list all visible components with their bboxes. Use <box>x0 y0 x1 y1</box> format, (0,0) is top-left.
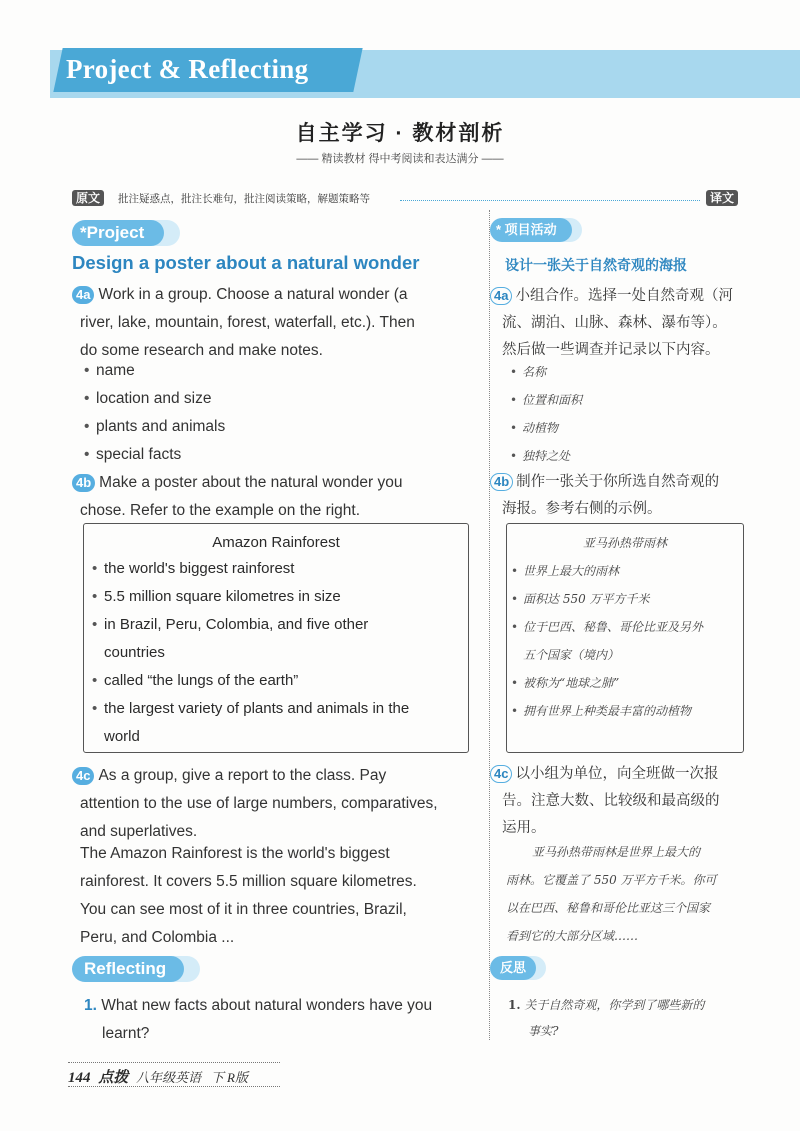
annotation-note: 批注疑惑点，批注长难句，批注阅读策略，解题策略等 <box>118 193 370 205</box>
project-pill: *Project <box>72 220 164 246</box>
task-4b: 4b Make a poster about the natural wonder you chose. Refer to the example on the right. <box>72 469 482 525</box>
footer-rule-top <box>68 1062 280 1063</box>
list-item: • 5.5 million square kilometres in size <box>88 583 468 611</box>
list-item-continued: 五个国家（境内） <box>523 648 620 662</box>
list-item: • 独特之处 <box>506 442 582 470</box>
banner-title: Project & Reflecting <box>66 54 309 84</box>
reflect-question-1: 1. What new facts about natural wonders have you learnt? <box>84 997 433 1042</box>
page-number: 144 <box>68 1070 91 1086</box>
cn-poster-list <box>507 557 743 725</box>
list-item: • 世界上最大的雨林 <box>507 557 743 585</box>
footer-brand: 点拨 <box>98 1070 129 1086</box>
list-item: • 名称 <box>506 358 582 386</box>
list-item-continued: countries <box>104 644 165 661</box>
poster-title: Amazon Rainforest <box>212 534 340 551</box>
cn-reflect-question-1: 1. 关于自然奇观，你学到了哪些新的 事实? <box>508 998 705 1038</box>
footer-edition: 下 R版 <box>210 1070 248 1085</box>
cn-task-4a: 4a 小组合作。选择一处自然奇观（河 流、湖泊、山脉、森林、瀑布等）。 然后做一些调查并记录以下内容。 <box>490 283 750 364</box>
poster-list <box>84 555 468 751</box>
strip-divider <box>400 200 700 201</box>
cn-reflect-pill: 反思 <box>490 956 536 980</box>
badge-4b: 4b <box>490 473 513 491</box>
list-item: • 位于巴西、秘鲁、哥伦比亚及另外 <box>507 613 743 641</box>
cn-project-pill: * 项目活动 <box>490 218 572 242</box>
reflect-pill: Reflecting <box>72 956 184 982</box>
project-heading: Design a poster about a natural wonder <box>72 252 420 273</box>
list-item: • the world's biggest rainforest <box>88 555 468 583</box>
cn-task-4a-list <box>506 358 582 470</box>
cn-task-4b: 4b 制作一张关于你所选自然奇观的 海报。参考右侧的示例。 <box>490 469 750 523</box>
badge-4a: 4a <box>72 286 94 304</box>
page-subtitle: —— 精读教材 得中考阅读和表达满分 —— <box>296 153 504 165</box>
list-item: • the largest variety of plants and animals in the <box>88 695 468 723</box>
cn-task-4c: 4c 以小组为单位，向全班做一次报 告。注意大数、比较级和最高级的 运用。 <box>490 761 750 842</box>
badge-4a: 4a <box>490 287 512 305</box>
list-item: • location and size <box>80 385 225 413</box>
list-item: • 动植物 <box>506 414 582 442</box>
task-4a: 4a Work in a group. Choose a natural wonder (a river, lake, mountain, forest, waterfall, etc.). Then do some research and make notes. <box>72 281 482 365</box>
original-tag: 原文 <box>72 189 104 207</box>
footer <box>68 1066 248 1087</box>
list-item: • 拥有世界上种类最丰富的动植物 <box>507 697 743 725</box>
report-paragraph: The Amazon Rainforest is the world's biggest rainforest. It covers 5.5 million square kilometres. You can see most of it in three countries, Brazil, Peru, and Colombia ... <box>80 845 417 946</box>
cn-poster-title: 亚马孙热带雨林 <box>582 536 667 550</box>
footer-grade: 八年级英语 <box>136 1070 202 1085</box>
list-item: • plants and animals <box>80 413 225 441</box>
badge-4b: 4b <box>72 474 95 492</box>
badge-4c: 4c <box>490 765 512 783</box>
footer-rule-bottom <box>68 1086 280 1087</box>
list-item: • 被称为“地球之肺” <box>507 669 743 697</box>
list-item: • called “the lungs of the earth” <box>88 667 468 695</box>
task-4a-list <box>80 357 225 469</box>
cn-project-heading: 设计一张关于自然奇观的海报 <box>505 257 687 273</box>
list-item: • 位置和面积 <box>506 386 582 414</box>
task-4c: 4c As a group, give a report to the class. Pay attention to the use of large numbers, comparatives, and superlatives. <box>72 762 482 846</box>
list-item: • name <box>80 357 225 385</box>
list-item-continued: world <box>104 728 140 745</box>
translation-tag: 译文 <box>706 189 738 207</box>
list-item: • special facts <box>80 441 225 469</box>
list-item: • 面积达 550 万平方千米 <box>507 585 743 613</box>
example-poster-box <box>83 523 469 753</box>
page-title: 自主学习 · 教材剖析 <box>295 122 505 145</box>
cn-example-poster-box <box>506 523 744 753</box>
cn-report-paragraph: 亚马孙热带雨林是世界上最大的 雨林。它覆盖了 550 万平方千米。你可 以在巴西、秘鲁和哥伦比亚这三个国家 看到它的大部分区域…… <box>506 845 717 943</box>
badge-4c: 4c <box>72 767 94 785</box>
list-item: • in Brazil, Peru, Colombia, and five other <box>88 611 468 639</box>
